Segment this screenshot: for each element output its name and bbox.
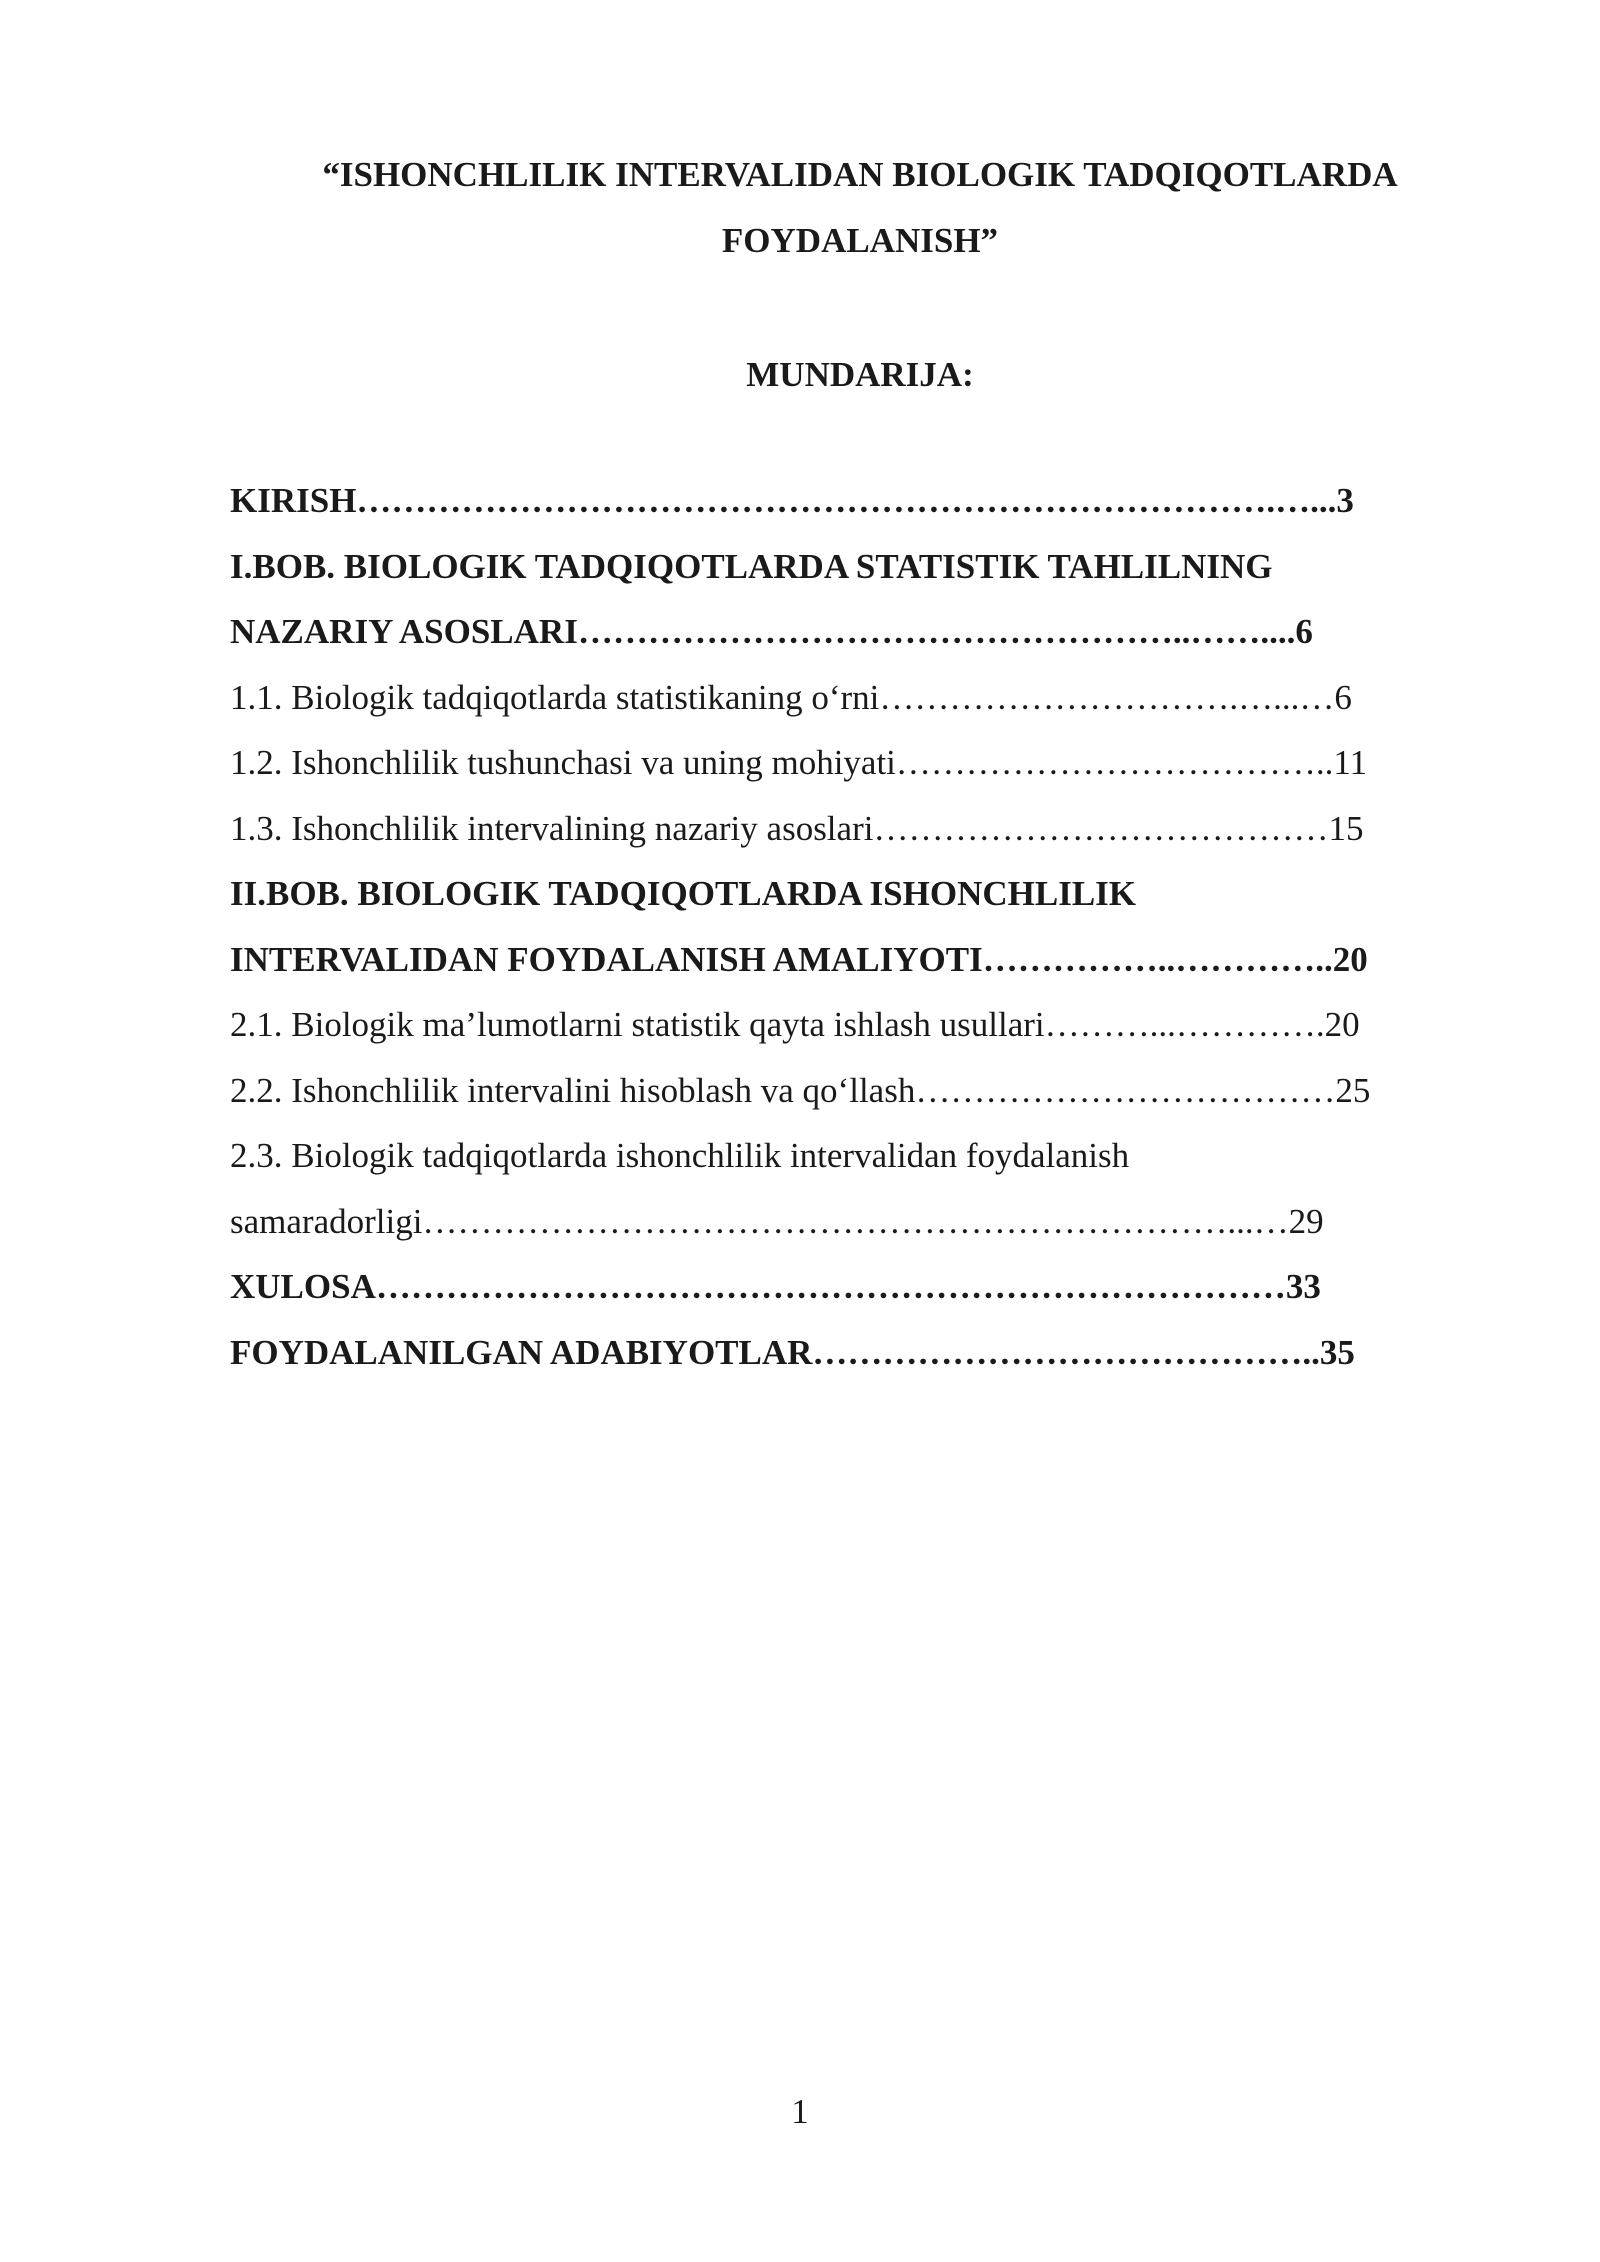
title-line-2: FOYDALANISH” xyxy=(721,221,999,260)
document-title xyxy=(230,142,1490,274)
toc-entry-chapter-1-line-1: I.BOB. BIOLOGIK TADQIQOTLARDA STATISTIK TAHLILNING xyxy=(230,546,1273,586)
toc-entry-section-1-3: 1.3. Ishonchlilik intervalining nazariy asoslari…………………………………15 xyxy=(230,808,1364,848)
toc-entry-section-2-1: 2.1. Biologik ma’lumotlarni statistik qayta ishlash usullari………...………….20 xyxy=(230,1005,1360,1044)
table-of-contents xyxy=(230,468,1490,1385)
toc-entry-section-1-2: 1.2. Ishonchlilik tushunchasi va uning mohiyati………………………………..11 xyxy=(230,743,1368,782)
toc-entry-chapter-2-line-2: INTERVALIDAN FOYDALANISH AMALIYOTI……………..…………..20 xyxy=(230,939,1368,979)
toc-entry-chapter-2-line-1: II.BOB. BIOLOGIK TADQIQOTLARDA ISHONCHLILIK xyxy=(230,874,1137,913)
contents-heading: MUNDARIJA: xyxy=(746,355,974,394)
toc-entry-section-1-1: 1.1. Biologik tadqiqotlarda statistikaning o‘rni………………………….…...…6 xyxy=(230,677,1352,717)
title-line-1: “ISHONCHLILIK INTERVALIDAN BIOLOGIK TADQIQOTLARDA xyxy=(322,155,1398,194)
toc-entry-section-2-3-line-1: 2.3. Biologik tadqiqotlarda ishonchlilik intervalidan foydalanish xyxy=(230,1136,1130,1175)
toc-entry-xulosa: XULOSA……………………………………………………………………33 xyxy=(230,1267,1321,1306)
toc-entry-chapter-1-line-2: NAZARIY ASOSLARI……………………………………………..……....6 xyxy=(230,612,1313,651)
toc-entry-section-2-2: 2.2. Ishonchlilik intervalini hisoblash va qo‘llash………………………………25 xyxy=(230,1070,1371,1110)
toc-entry-section-2-3-line-2: samaradorligi……………………………………………………………...…29 xyxy=(230,1201,1324,1241)
toc-entry-kirish: KIRISH…………………………………………………………………….…...3 xyxy=(230,481,1354,520)
page-number: 1 xyxy=(791,2092,809,2131)
toc-entry-adabiyotlar: FOYDALANILGAN ADABIYOTLAR……………………………………..35 xyxy=(230,1332,1355,1372)
